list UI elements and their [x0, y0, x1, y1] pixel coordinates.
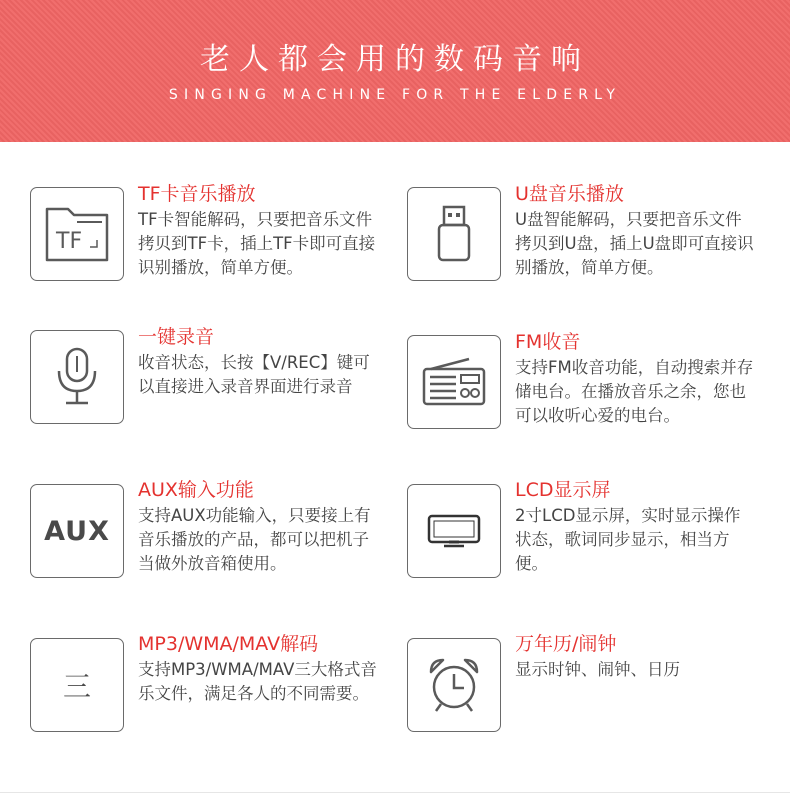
usb-drive-icon-box: [407, 187, 501, 281]
feature-title: LCD显示屏: [515, 479, 611, 501]
feature-description: 收音状态，长按【V/REC】键可以直接进入录音界面进行录音: [138, 353, 370, 396]
tf-card-icon-box: [30, 187, 124, 281]
feature-title: U盘音乐播放: [515, 183, 624, 205]
banner-title: 老人都会用的数码音响: [200, 42, 590, 77]
feature-description: 支持MP3/WMA/MAV三大格式音乐文件，满足各人的不同需要。: [138, 660, 377, 703]
radio-icon: [421, 357, 487, 407]
format-icon-box: [30, 638, 124, 732]
feature-description: TF卡智能解码，只要把音乐文件拷贝到TF卡，插上TF卡即可直接识别播放，简单方便。: [138, 210, 376, 277]
feature-title: FM收音: [515, 331, 581, 353]
feature-title: MP3/WMA/MAV解码: [138, 633, 319, 655]
feature-lcd: [407, 478, 777, 588]
aux-icon: AUX: [44, 515, 110, 547]
feature-title: 万年历/闹钟: [515, 633, 617, 655]
feature-description: U盘智能解码，只要把音乐文件拷贝到U盘，插上U盘即可直接识别播放，简单方便。: [515, 210, 754, 277]
feature-aux: [30, 478, 400, 588]
microphone-icon: [54, 346, 100, 408]
tf-card-icon: [44, 205, 110, 263]
usb-drive-icon: [434, 204, 474, 264]
lcd-screen-icon-box: [407, 484, 501, 578]
banner-subtitle: SINGING MACHINE FOR THE ELDERLY: [168, 87, 622, 103]
feature-description: 支持AUX功能输入，只要接上有音乐播放的产品，都可以把机子当做外放音箱使用。: [138, 506, 371, 573]
feature-usb: [407, 182, 777, 292]
feature-record: [30, 325, 400, 435]
format-icon: 三: [62, 670, 91, 703]
feature-title: AUX输入功能: [138, 479, 254, 501]
divider: [0, 792, 790, 793]
microphone-icon-box: [30, 330, 124, 424]
feature-calendar-alarm: [407, 632, 777, 742]
svg-text:TF: TF: [56, 229, 83, 254]
feature-description: 支持FM收音功能，自动搜索并存储电台。在播放音乐之余，您也可以收听心爱的电台。: [515, 358, 754, 425]
feature-tf-card: [30, 182, 400, 292]
feature-description: 显示时钟、闹钟、日历: [515, 660, 680, 679]
feature-mp3-decode: [30, 632, 400, 742]
alarm-clock-icon: [427, 656, 481, 714]
aux-icon-box: [30, 484, 124, 578]
feature-description: 2寸LCD显示屏，实时显示操作状态，歌词同步显示，相当方便。: [515, 506, 741, 573]
feature-title: 一键录音: [138, 326, 215, 348]
feature-fm-radio: [407, 330, 777, 440]
alarm-clock-icon-box: [407, 638, 501, 732]
header-banner: [0, 0, 790, 142]
lcd-screen-icon: [426, 513, 482, 549]
radio-icon-box: [407, 335, 501, 429]
feature-title: TF卡音乐播放: [138, 183, 256, 205]
